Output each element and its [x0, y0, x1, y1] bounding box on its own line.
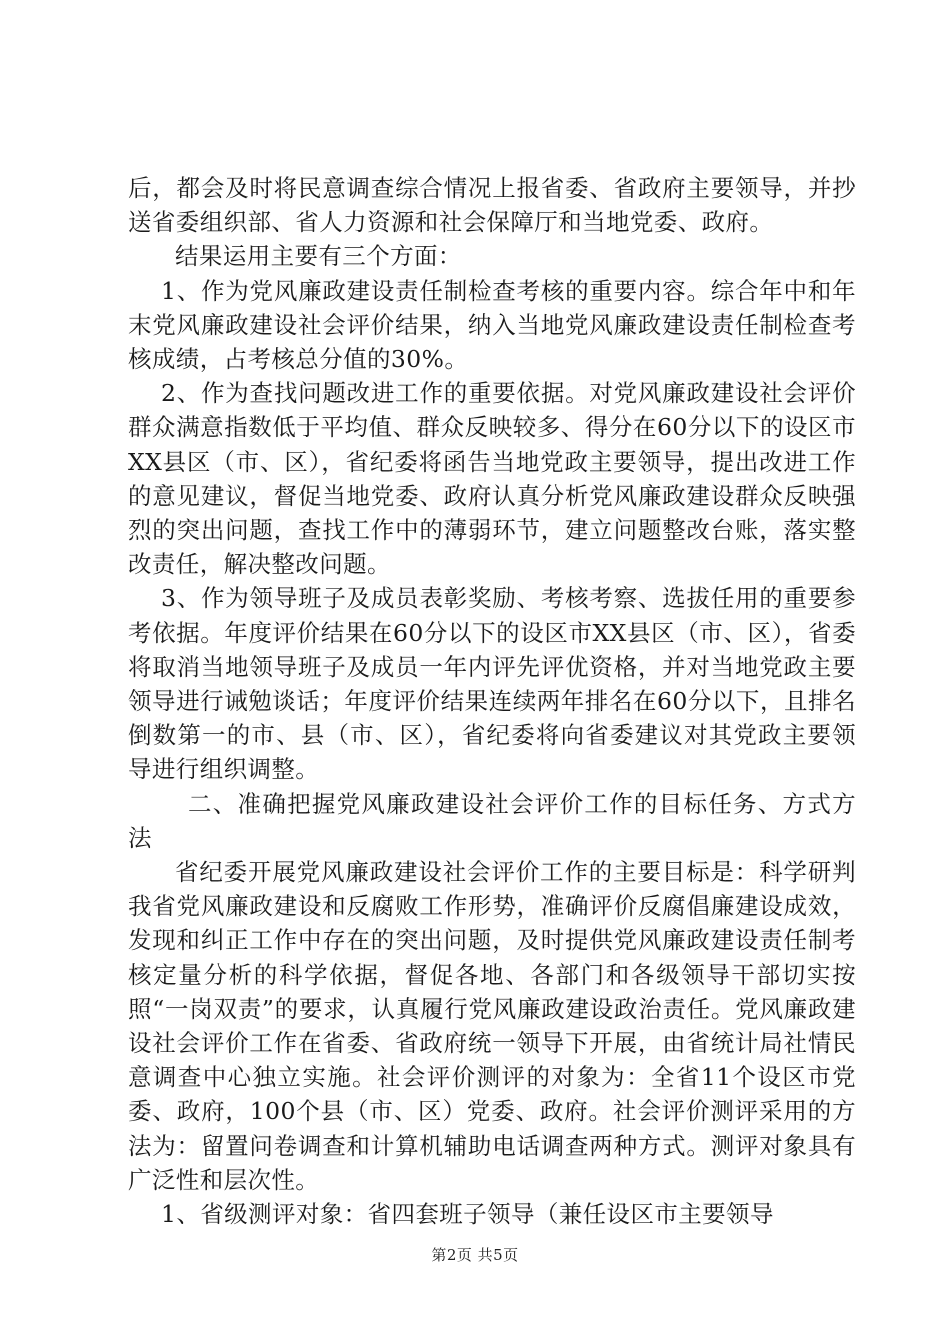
- paragraph-objectives: 省纪委开展党风廉政建设社会评价工作的主要目标是：科学研判我省党风廉政建设和反腐败工作形势，准确评价反腐倡廉建设成效，发现和纠正工作中存在的突出问题，及时提供党风廉政建设责任制考核定量分析的科学依据，督促各地、各部门和各级领导干部切实按照“一岗双责”的要求，认真履行党风廉政建设政治责任。党风廉政建设社会评价工作在省委、省政府统一领导下开展，由省统计局社情民意调查中心独立实施。社会评价测评的对象为：全省11个设区市党委、政府，100个县（市、区）党委、政府。社会评价测评采用的方法为：留置问卷调查和计算机辅助电话调查两种方式。测评对象具有广泛性和层次性。: [128, 858, 856, 1194]
- paragraph-item-2: 2、作为查找问题改进工作的重要依据。对党风廉政建设社会评价群众满意指数低于平均值、群众反映较多、得分在60分以下的设区市XX县区（市、区），省纪委将函告当地党政主要领导，提出改进工作的意见建议，督促当地党委、政府认真分析党风廉政建设群众反映强烈的突出问题，查找工作中的薄弱环节，建立问题整改台账，落实整改责任，解决整改问题。: [128, 379, 856, 579]
- section-heading-2: 二、准确把握党风廉政建设社会评价工作的目标任务、方式方法: [128, 789, 856, 852]
- paragraph-results-intro: 结果运用主要有三个方面：: [175, 242, 462, 271]
- paragraph-item-3: 3、作为领导班子及成员表彰奖励、考核考察、选拔任用的重要参考依据。年度评价结果在60分以下的设区市XX县区（市、区），省委将取消当地领导班子及成员一年内评先评优资格，并对当地党政主要领导进行诫勉谈话；年度评价结果连续两年排名在60分以下，且排名倒数第一的市、县（市、区），省纪委将向省委建议对其党政主要领导进行组织调整。: [128, 584, 856, 784]
- paragraph-provincial-targets: 1、省级测评对象：省四套班子领导（兼任设区市主要领导: [161, 1200, 774, 1229]
- paragraph-continuation: 后，都会及时将民意调查综合情况上报省委、省政府主要领导，并抄送省委组织部、省人力资源和社会保障厅和当地党委、政府。: [128, 174, 856, 237]
- document-body: [128, 171, 856, 1231]
- paragraph-item-1: 1、作为党风廉政建设责任制检查考核的重要内容。综合年中和年末党风廉政建设社会评价结果，纳入当地党风廉政建设责任制检查考核成绩，占考核总分值的30%。: [128, 276, 856, 374]
- page-number-footer: 第2页 共5页: [431, 1246, 519, 1264]
